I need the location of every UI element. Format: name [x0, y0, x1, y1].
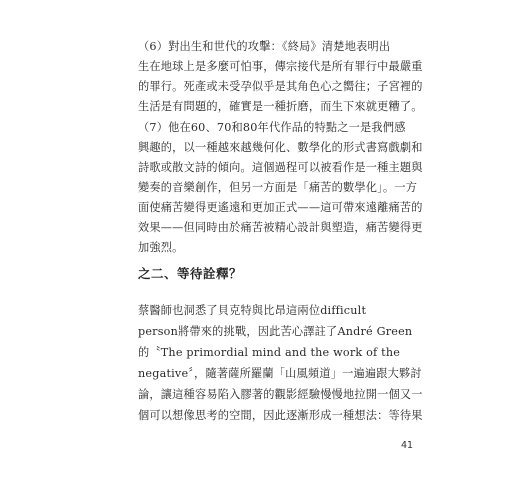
paragraph-7-line-1: （7）他在60、70和80年代作品的特點之一是我們感 — [138, 121, 406, 134]
paragraph-7-line-2: 興趣的，以一種越來越幾何化、數學化的形式書寫戲劇和 — [138, 141, 423, 154]
paragraph-6-line-3: 的罪行。死產或未受孕似乎是其角色心之嚮往；子宮裡的 — [138, 80, 423, 93]
section-paragraph-line-4: negative〞，隨著薩所羅蘭「山風頻道」一遍遍跟大夥討 — [138, 367, 422, 380]
paragraph-6-line-4: 生活是有問題的，確實是一種折磨，而生下來就更糟了。 — [138, 100, 423, 113]
paragraph-6-line-2: 生在地球上是多麼可怕事，傳宗接代是所有罪行中最嚴重 — [138, 60, 423, 73]
section-paragraph-line-2: person將帶來的挑戰，因此苦心譯註了André Green — [138, 325, 413, 338]
section-heading: 之二、等待詮釋？ — [138, 266, 243, 281]
paragraph-7-line-7: 加強烈。 — [138, 241, 184, 254]
page-number: 41 — [401, 440, 414, 451]
paragraph-7-line-6: 效果——但同時由於痛苦被精心設計與塑造，痛苦變得更 — [138, 221, 423, 234]
paragraph-7-line-3: 詩歌或散文詩的傾向。這個過程可以被看作是一種主題與 — [138, 161, 423, 174]
section-paragraph-line-6: 個可以想像思考的空間，因此逐漸形成一種想法：等待果 — [138, 409, 423, 422]
section-paragraph-line-5: 論，讓這種容易陷入膠著的觀影經驗慢慢地拉開一個又一 — [138, 388, 423, 401]
paragraph-7-line-4: 變奏的音樂創作，但另一方面是「痛苦的數學化」。一方 — [138, 181, 418, 194]
section-paragraph-line-3: 的〝The primordial mind and the work of the — [138, 346, 401, 359]
paragraph-7-line-5: 面使痛苦變得更遙遠和更加正式——這可帶來遠離痛苦的 — [138, 201, 423, 214]
paragraph-6-line-1: （6）對出生和世代的攻擊：《終局》清楚地表明出 — [138, 40, 391, 53]
section-paragraph-line-1: 蔡醫師也洞悉了貝克特與比昂這兩位difficult — [138, 304, 367, 317]
